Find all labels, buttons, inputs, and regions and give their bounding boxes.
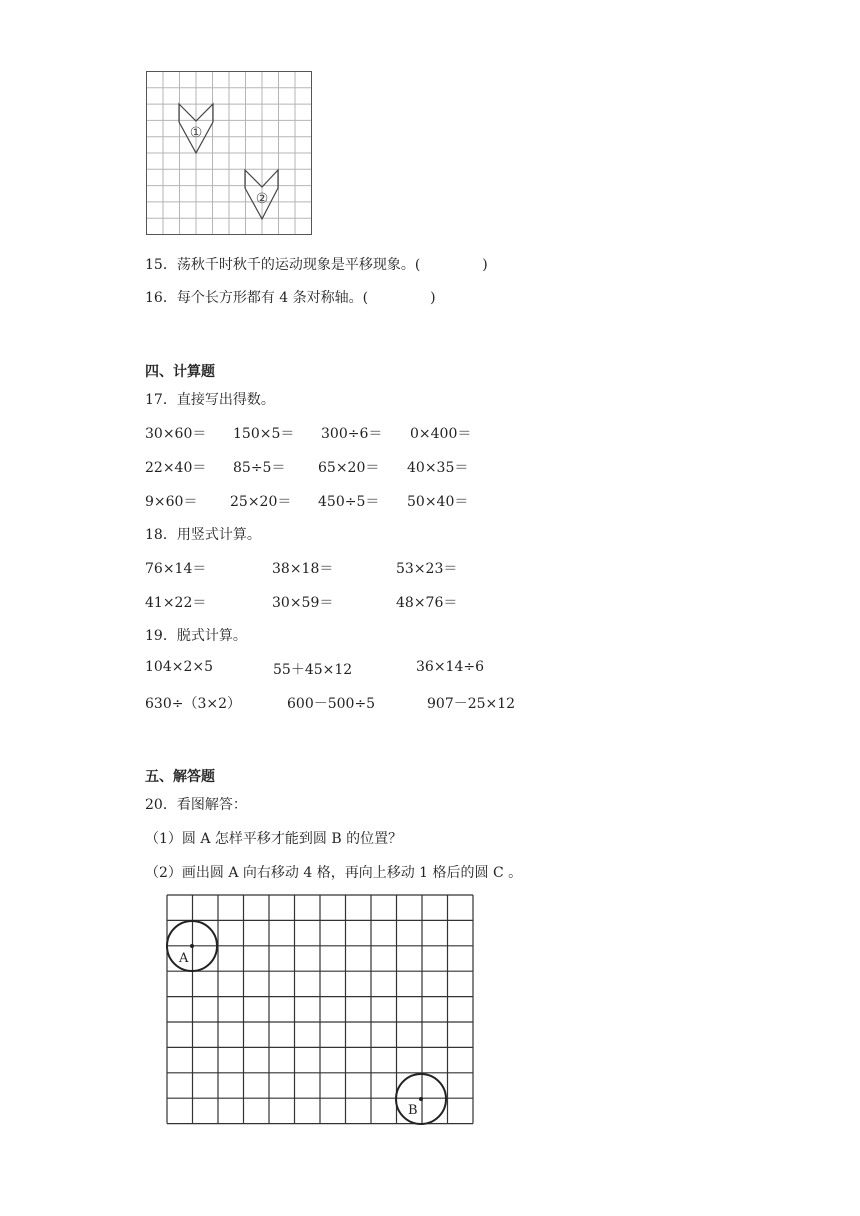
question-20-part-1: （1）圆 A 怎样平移才能到圆 B 的位置？ bbox=[145, 831, 403, 847]
circle-b-center-dot bbox=[419, 1097, 423, 1101]
q18-item: 38×18＝ bbox=[272, 561, 334, 577]
question-20: 20．看图解答： bbox=[145, 797, 247, 813]
q18-item: 30×59＝ bbox=[272, 595, 334, 611]
q17-item: 50×40＝ bbox=[407, 494, 469, 510]
q17-item: 22×40＝ bbox=[145, 460, 207, 476]
question-16 bbox=[145, 287, 436, 307]
q17-item: 65×20＝ bbox=[318, 460, 380, 476]
q17-item: 9×60＝ bbox=[145, 494, 198, 510]
circle-a-center-dot bbox=[190, 944, 194, 948]
q19-item: 36×14÷6 bbox=[416, 659, 484, 675]
q19-item: 600－500÷5 bbox=[287, 696, 376, 712]
question-16-text: 16．每个长方形都有 4 条对称轴。( bbox=[145, 290, 369, 306]
question-19: 19．脱式计算。 bbox=[145, 628, 247, 644]
circle-grid-figure bbox=[166, 894, 475, 1126]
q18-item: 76×14＝ bbox=[145, 561, 207, 577]
q17-item: 0×400＝ bbox=[410, 426, 472, 442]
arrow-shape-1-label: ① bbox=[189, 125, 203, 141]
question-15 bbox=[145, 254, 488, 274]
q19-item: 630÷（3×2） bbox=[145, 696, 241, 712]
q17-item: 150×5＝ bbox=[233, 426, 295, 442]
q19-item: 55＋45×12 bbox=[273, 662, 353, 678]
arrow-shape-2-label: ② bbox=[255, 191, 269, 207]
question-16-close: ) bbox=[430, 290, 436, 306]
q17-item: 30×60＝ bbox=[145, 426, 207, 442]
q17-item: 40×35＝ bbox=[407, 460, 469, 476]
q17-item: 450÷5＝ bbox=[318, 494, 380, 510]
q17-item: 85÷5＝ bbox=[233, 460, 286, 476]
circle-b-label: B bbox=[408, 1103, 418, 1118]
circle-a-label: A bbox=[179, 951, 189, 966]
question-20-part-2: （2）画出圆 A 向右移动 4 格，再向上移动 1 格后的圆 C 。 bbox=[145, 865, 523, 881]
q18-item: 41×22＝ bbox=[145, 595, 207, 611]
q18-item: 48×76＝ bbox=[396, 595, 458, 611]
question-15-close: ) bbox=[482, 257, 488, 273]
q17-item: 25×20＝ bbox=[230, 494, 292, 510]
question-18: 18．用竖式计算。 bbox=[145, 527, 261, 543]
question-17: 17．直接写出得数。 bbox=[145, 392, 275, 408]
arrow-grid-figure bbox=[146, 71, 314, 237]
section-5-title: 五、解答题 bbox=[145, 769, 215, 785]
question-15-text: 15．荡秋千时秋千的运动现象是平移现象。( bbox=[145, 257, 421, 273]
section-4-title: 四、计算题 bbox=[145, 364, 215, 380]
q19-item: 104×2×5 bbox=[145, 659, 213, 675]
q17-item: 300÷6＝ bbox=[321, 426, 383, 442]
q19-item: 907－25×12 bbox=[427, 696, 516, 712]
q18-item: 53×23＝ bbox=[396, 561, 458, 577]
